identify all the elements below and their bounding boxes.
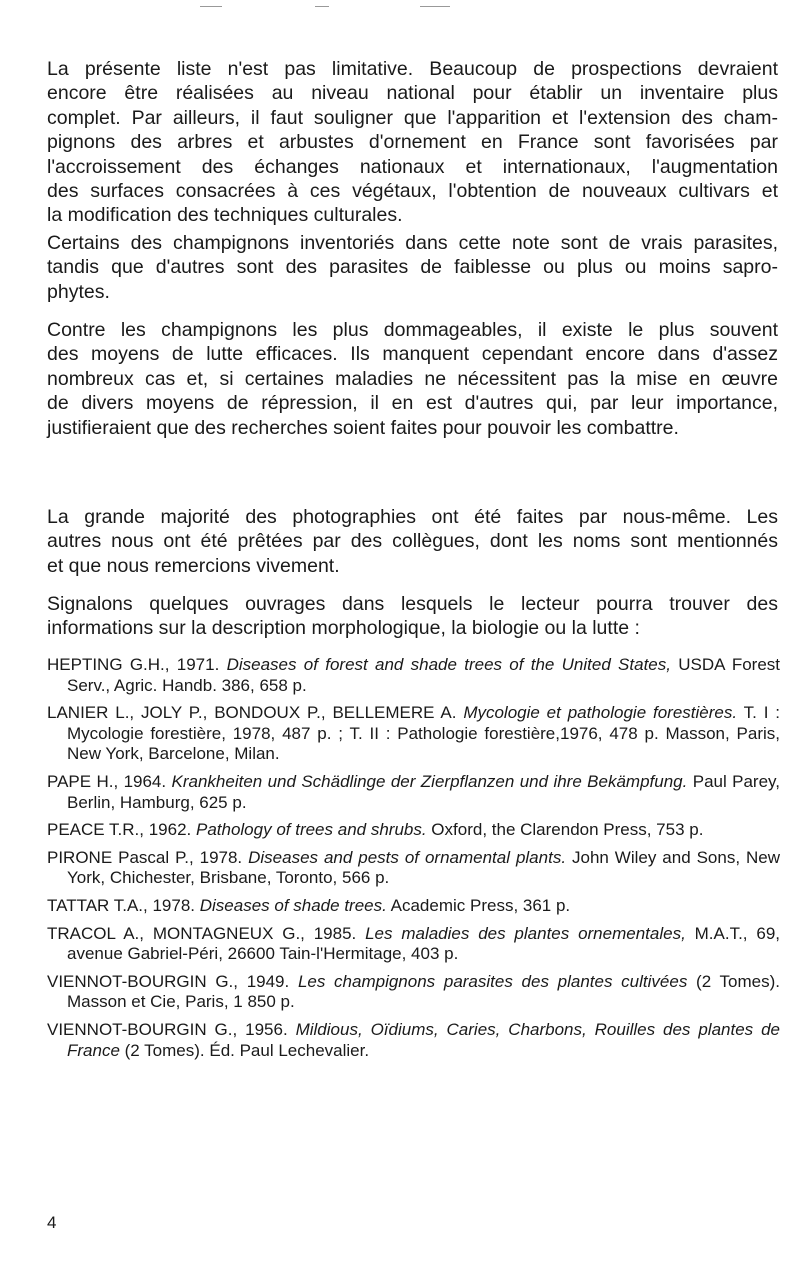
text-line: autres nous ont été prêtées par des collègues, dont les noms sont mentionnés xyxy=(47,530,778,553)
reference-entry xyxy=(47,924,780,965)
reference-rest: Paul Parey, Berlin, Hamburg, 625 p. xyxy=(67,771,781,812)
reference-entry xyxy=(47,703,780,765)
text-line: des surfaces consacrées à ces végétaux, l'obtention de nouveaux cultivars et xyxy=(47,180,778,203)
reference-title: Diseases of shade trees. xyxy=(199,895,387,915)
text-line: nombreux cas et, si certaines maladies ne nécessitent pas la mise en œuvre xyxy=(47,367,778,390)
reference-title: Les maladies des plantes ornementales, xyxy=(365,923,686,943)
text-line: informations sur la description morphologique, la biologie ou la lutte : xyxy=(47,617,640,640)
text-line: tandis que d'autres sont des parasites de faiblesse ou plus ou moins sapro- xyxy=(47,256,778,279)
scan-artifact xyxy=(420,6,450,7)
reference-entry xyxy=(47,972,780,1013)
reference-title: Krankheiten und Schädlinge der Zierpflanzen und ihre Bekämpfung. xyxy=(171,771,688,791)
reference-rest: (2 Tomes). Masson et Cie, Paris, 1 850 p. xyxy=(67,971,780,1012)
reference-rest: M.A.T., 69, avenue Gabriel-Péri, 26600 Tain-l'Hermitage, 403 p. xyxy=(67,923,780,964)
reference-title: Mildious, Oïdiums, Caries, Charbons, Rouilles des plantes de France xyxy=(67,1019,780,1060)
reference-author: LANIER L., JOLY P., BONDOUX P., BELLEMERE A. xyxy=(47,703,464,723)
reference-title: Diseases of forest and shade trees of the United States, xyxy=(226,655,671,674)
text-line: complet. Par ailleurs, il faut souligner que l'apparition et l'extension des cham- xyxy=(47,106,778,129)
reference-author: TATTAR T.A., 1978. xyxy=(47,895,200,915)
reference-title: Mycologie et pathologie forestières. xyxy=(463,703,738,723)
paragraph-1 xyxy=(47,57,778,228)
reference-entry xyxy=(47,820,780,841)
text-line: des moyens de lutte efficaces. Ils manquent cependant encore dans d'assez xyxy=(47,343,778,366)
reference-author: VIENNOT-BOURGIN G., 1949. xyxy=(47,971,298,991)
reference-author: PEACE T.R., 1962. xyxy=(47,820,196,840)
paragraph-4 xyxy=(47,505,778,578)
reference-title: Les champignons parasites des plantes cultivées xyxy=(297,971,688,991)
text-line: de divers moyens de répression, il en est d'autres qui, par leur importance, xyxy=(47,392,778,415)
reference-author: TRACOL A., MONTAGNEUX G., 1985. xyxy=(47,923,366,943)
reference-rest: Academic Press, 361 p. xyxy=(386,895,571,915)
paragraph-5 xyxy=(47,592,778,641)
text-line: Contre les champignons les plus dommageables, il existe le plus souvent xyxy=(47,319,778,341)
scan-artifact xyxy=(200,6,222,7)
text-line: phytes. xyxy=(47,280,110,303)
reference-rest: John Wiley and Sons, New York, Chichester, Brisbane, Toronto, 566 p. xyxy=(67,847,781,888)
text-line: et que nous remercions vivement. xyxy=(47,554,340,577)
text-line: pignons des arbres et arbustes d'ornement en France sont favorisées par xyxy=(47,131,778,154)
text-line: justifieraient que des recherches soient faites pour pouvoir les combattre. xyxy=(47,416,679,439)
reference-entry xyxy=(47,848,780,889)
text-line: encore être réalisées au niveau national pour établir un inventaire plus xyxy=(47,82,778,105)
reference-rest: USDA Forest Serv., Agric. Handb. 386, 658 p. xyxy=(67,655,780,695)
reference-title: Pathology of trees and shrubs. xyxy=(195,820,427,840)
reference-rest: (2 Tomes). Éd. Paul Lechevalier. xyxy=(119,1040,370,1060)
reference-entry xyxy=(47,1020,780,1061)
reference-entry xyxy=(47,772,780,813)
bibliography xyxy=(47,655,780,1068)
text-line: Signalons quelques ouvrages dans lesquels le lecteur pourra trouver des xyxy=(47,593,778,615)
reference-author: HEPTING G.H., 1971. xyxy=(47,655,227,674)
reference-author: PAPE H., 1964. xyxy=(47,771,172,791)
reference-entry xyxy=(47,655,780,696)
paragraph-2 xyxy=(47,231,778,304)
text-line: la modification des techniques culturales. xyxy=(47,204,403,227)
reference-rest: T. I : Mycologie forestière, 1978, 487 p. ; T. II : Pathologie forestière,1976, 478 p. Masson, Paris, New York, Barcelone, Milan. xyxy=(67,703,780,764)
text-line: La présente liste n'est pas limitative. Beaucoup de prospections devraient xyxy=(47,58,778,80)
paragraph-3 xyxy=(47,318,778,440)
reference-rest: Oxford, the Clarendon Press, 753 p. xyxy=(426,820,704,840)
reference-title: Diseases and pests of ornamental plants. xyxy=(248,847,567,867)
scan-artifact xyxy=(315,6,329,7)
text-line: Certains des champignons inventoriés dans cette note sont de vrais parasites, xyxy=(47,232,778,254)
reference-entry xyxy=(47,896,780,917)
reference-author: VIENNOT-BOURGIN G., 1956. xyxy=(47,1019,296,1039)
reference-author: PIRONE Pascal P., 1978. xyxy=(47,847,249,867)
page-number: 4 xyxy=(47,1213,57,1232)
text-line: La grande majorité des photographies ont été faites par nous-même. Les xyxy=(47,506,778,528)
text-line: l'accroissement des échanges nationaux et internationaux, l'augmentation xyxy=(47,155,778,178)
